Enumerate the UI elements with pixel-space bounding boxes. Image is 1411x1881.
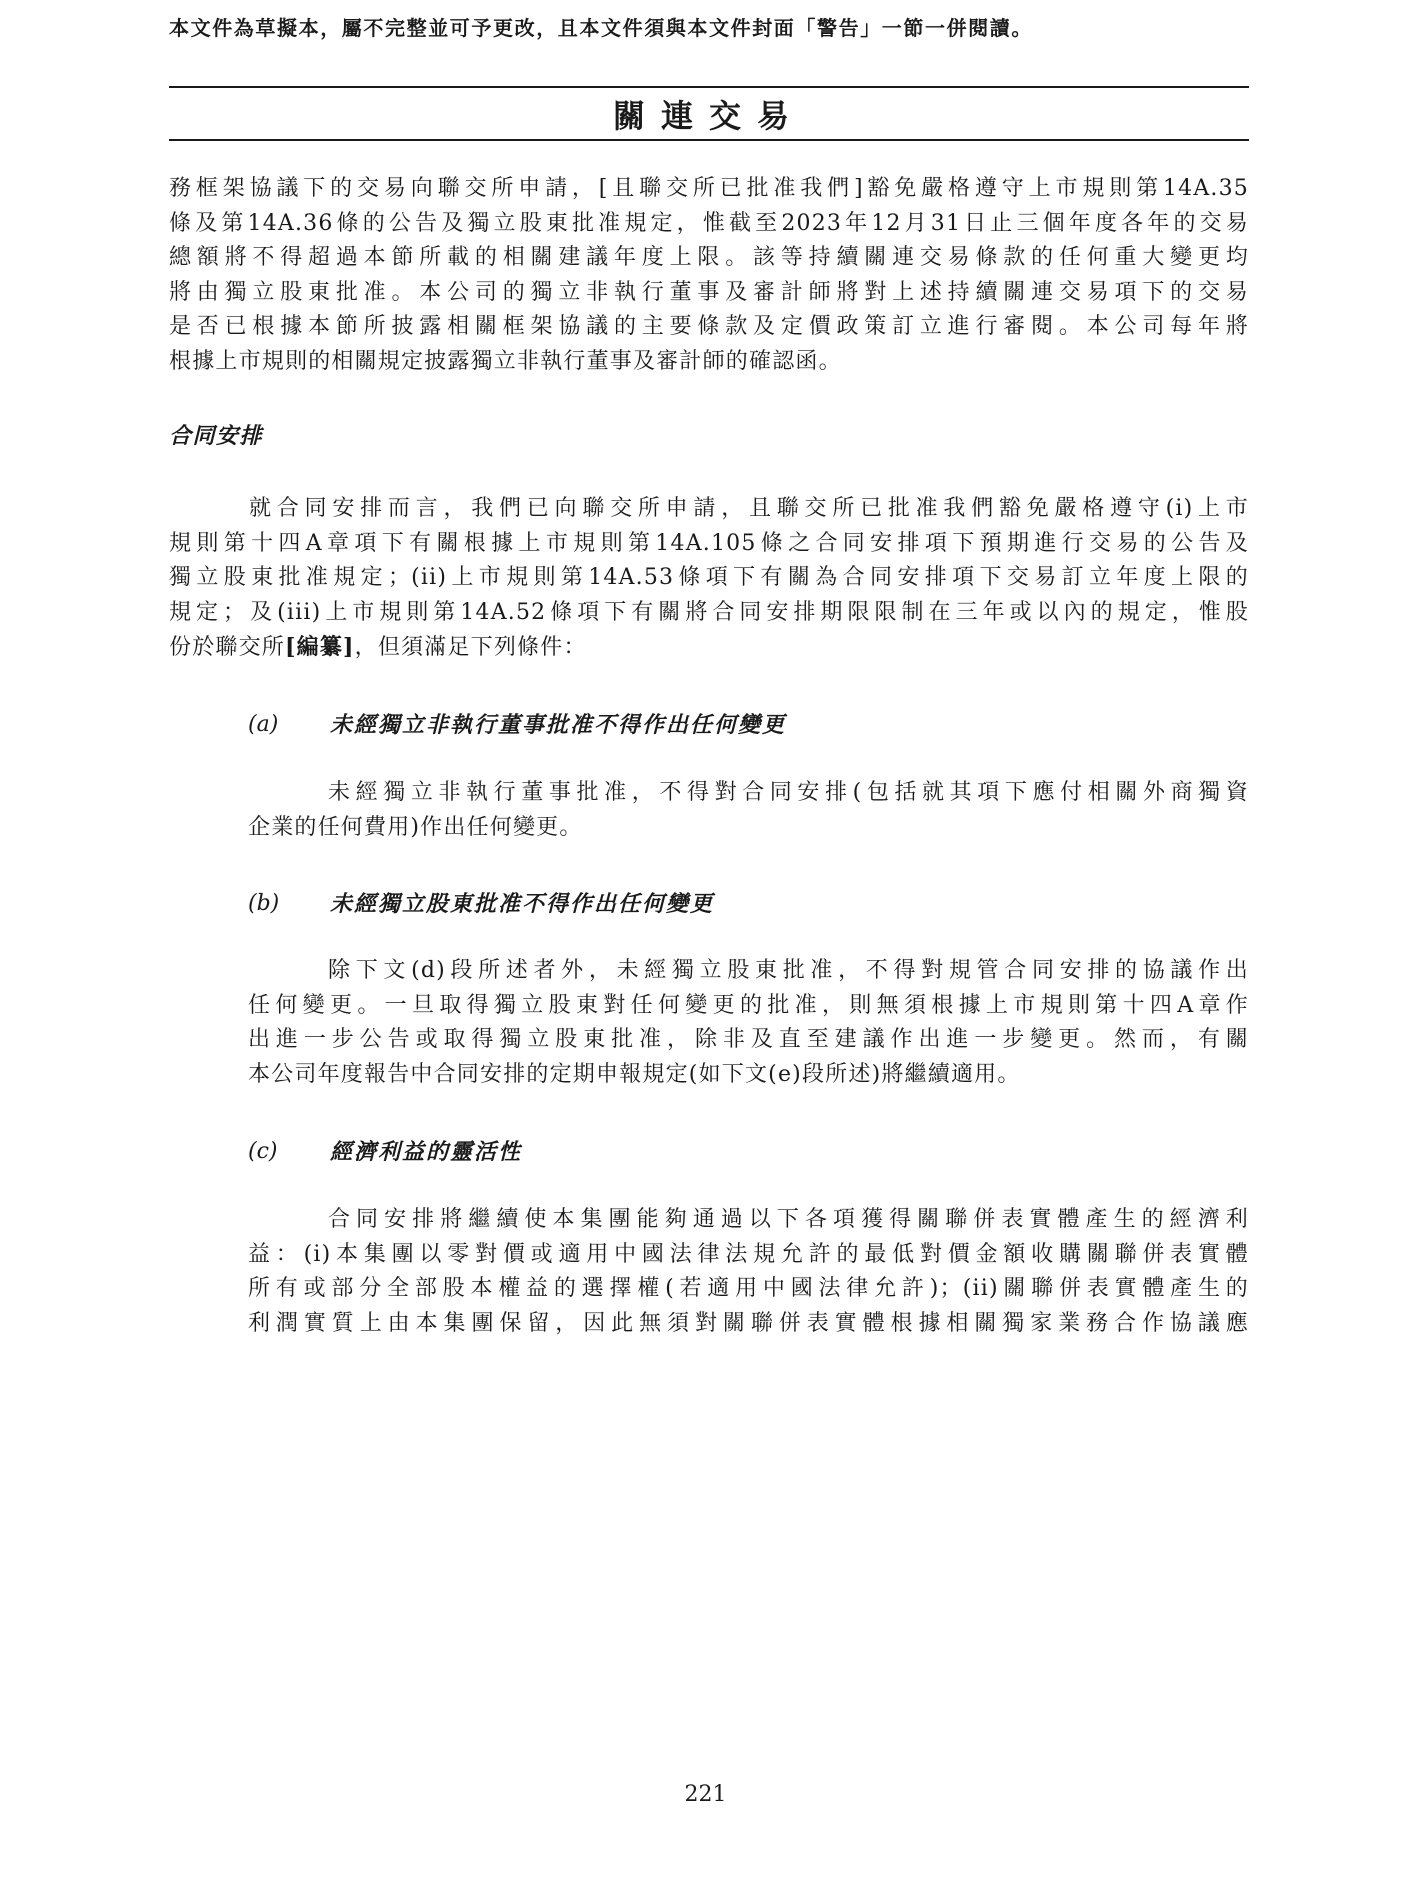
paragraph-line: 任何變更。一旦取得獨立股東對任何變更的批准，則無須根據上市規則第十四A章作	[248, 992, 1249, 1018]
item-label-a: (a)	[248, 712, 279, 737]
paragraph-line: 未經獨立非執行董事批准，不得對合同安排(包括就其項下應付相關外商獨資	[328, 780, 1249, 805]
paragraph-line: 規定；及(iii)上市規則第14A.52條項下有關將合同安排期限限制在三年或以內的規定，惟股	[169, 599, 1249, 625]
paragraph-line: 將由獨立股東批准。本公司的獨立非執行董事及審計師將對上述持續關連交易項下的交易	[169, 279, 1249, 305]
page-number: 221	[684, 1782, 727, 1807]
text-run: ，但須滿足下列條件：	[354, 635, 587, 660]
paragraph-line: 總額將不得超過本節所載的相關建議年度上限。該等持續關連交易條款的任何重大變更均	[169, 245, 1249, 270]
paragraph-line: 所有或部分全部股本權益的選擇權(若適用中國法律允許)；(ii)關聯併表實體產生的	[248, 1276, 1249, 1301]
text-run: 份於聯交所	[169, 635, 286, 660]
item-heading-c: 經濟利益的靈活性	[330, 1139, 523, 1165]
item-heading-a: 未經獨立非執行董事批准不得作出任何變更	[330, 712, 787, 738]
paragraph-line: 就合同安排而言，我們已向聯交所申請，且聯交所已批准我們豁免嚴格遵守(i)上市	[249, 496, 1249, 521]
paragraph-line: 是否已根據本節所披露相關框架協議的主要條款及定價政策訂立進行審閱。本公司每年將	[169, 314, 1249, 339]
item-label-b: (b)	[248, 891, 280, 916]
title-top-rule	[169, 86, 1249, 88]
paragraph-line: 除下文(d)段所述者外，未經獨立股東批准，不得對規管合同安排的協議作出	[328, 958, 1249, 983]
paragraph-line: 企業的任何費用)作出任何變更。	[248, 814, 583, 840]
item-body-a	[248, 776, 1249, 845]
item-heading-b: 未經獨立股東批准不得作出任何變更	[330, 891, 715, 917]
paragraph-line-final	[169, 630, 1249, 666]
paragraph-line: 合同安排將繼續使本集團能夠通過以下各項獲得關聯併表實體產生的經濟利	[328, 1207, 1249, 1232]
section-title: 關連交易	[612, 97, 805, 135]
paragraph-line: 規則第十四A章項下有關根據上市規則第14A.105條之合同安排項下預期進行交易的公告及	[169, 530, 1249, 556]
paragraph-line: 條及第14A.36條的公告及獨立股東批准規定，惟截至2023年12月31日止三個年度各年的交易	[169, 210, 1249, 236]
redacted-placeholder: [編纂]	[285, 634, 355, 660]
item-body-b	[248, 954, 1249, 1092]
draft-warning: 本文件為草擬本，屬不完整並可予更改，且本文件須與本文件封面「警告」一節一併閱讀。	[169, 16, 1033, 40]
paragraph-waiver-intro	[169, 172, 1249, 379]
contract-arrangement-heading: 合同安排	[169, 423, 264, 449]
paragraph-line: 出進一步公告或取得獨立股東批准，除非及直至建議作出進一步變更。然而，有關	[248, 1027, 1249, 1052]
paragraph-contract-waiver	[169, 492, 1249, 666]
paragraph-line: 本公司年度報告中合同安排的定期申報規定(如下文(e)段所述)將繼續適用。	[248, 1061, 1021, 1087]
item-label-c: (c)	[248, 1139, 278, 1164]
paragraph-line: 根據上市規則的相關規定披露獨立非執行董事及審計師的確認函。	[169, 348, 842, 374]
paragraph-line: 務框架協議下的交易向聯交所申請，[且聯交所已批准我們]豁免嚴格遵守上市規則第14A.35	[169, 176, 1249, 201]
title-bottom-rule	[169, 139, 1249, 141]
paragraph-line: 益：(i)本集團以零對價或適用中國法律法規允許的最低對價金額收購關聯併表實體	[248, 1241, 1249, 1267]
item-body-c	[248, 1203, 1249, 1341]
paragraph-line: 獨立股東批准規定；(ii)上市規則第14A.53條項下有關為合同安排項下交易訂立年度上限的	[169, 565, 1249, 590]
paragraph-line: 利潤實質上由本集團保留，因此無須對關聯併表實體根據相關獨家業務合作協議應	[248, 1310, 1249, 1336]
